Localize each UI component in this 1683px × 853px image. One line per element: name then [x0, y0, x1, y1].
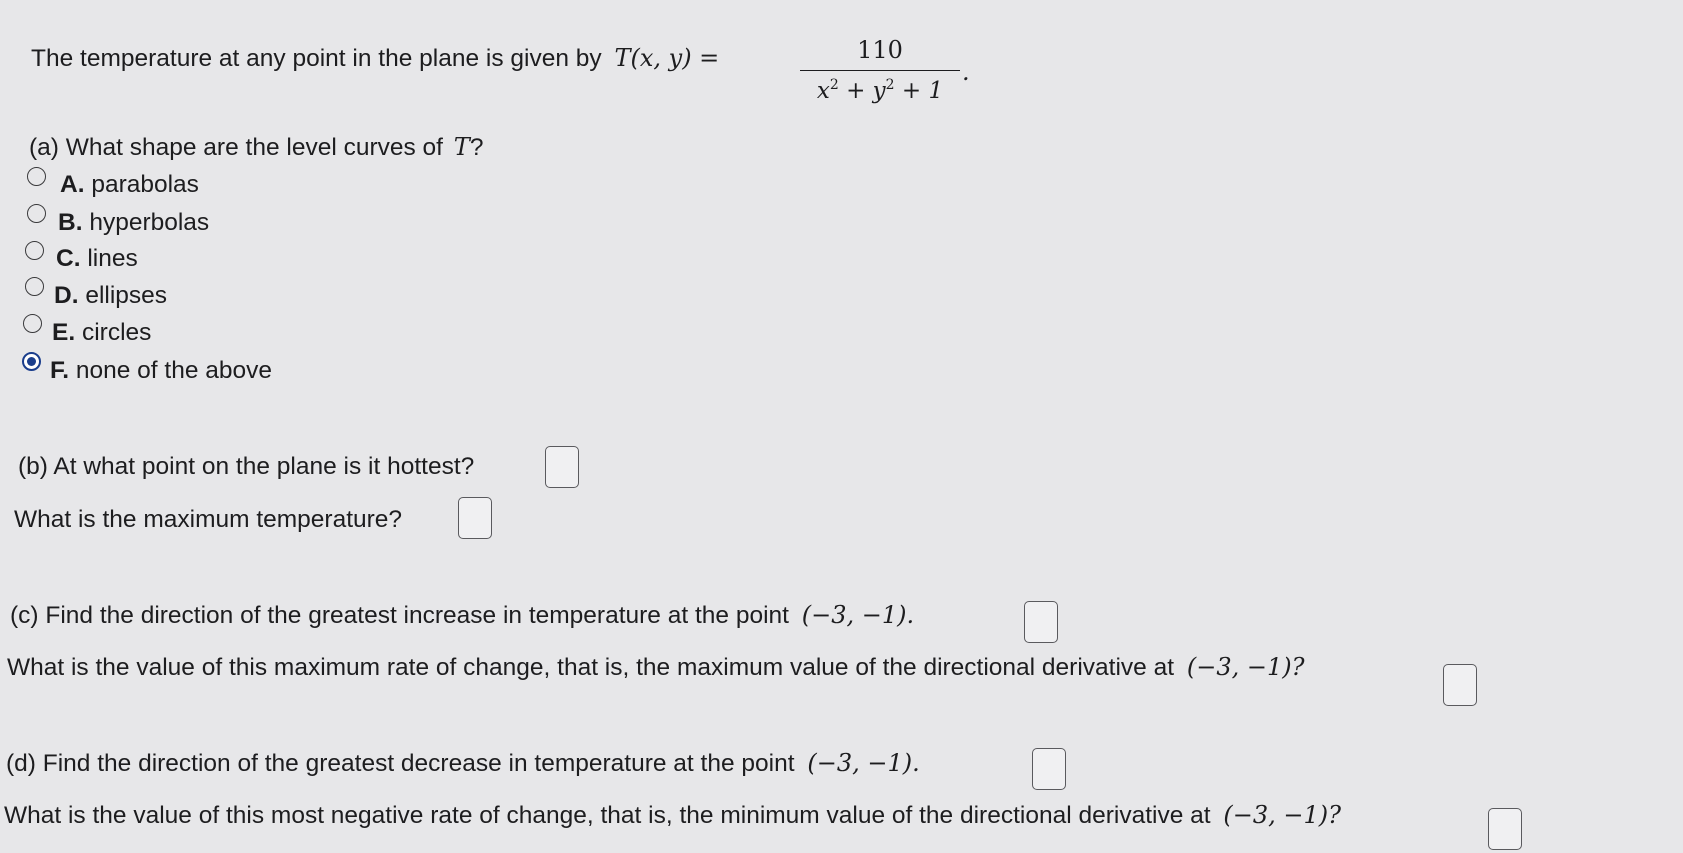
option-a-label: A. parabolas — [60, 171, 199, 198]
part-b-question-1: (b) At what point on the plane is it hottest? — [18, 453, 475, 480]
formula-period: . — [962, 58, 970, 86]
radio-e[interactable] — [23, 314, 42, 333]
option-b-label: B. hyperbolas — [58, 209, 210, 236]
max-rate-input[interactable] — [1443, 664, 1477, 706]
greatest-increase-direction-input[interactable] — [1024, 601, 1058, 643]
part-d-question-2: What is the value of this most negative rate of change, that is, the minimum value of the directional derivative at (−3, −1)? — [4, 801, 1341, 829]
formula-numerator: 110 — [857, 36, 903, 64]
problem-intro: The temperature at any point in the plane is given by — [31, 45, 602, 72]
problem-statement — [31, 46, 719, 72]
option-e-label: E. circles — [52, 319, 152, 346]
formula-denominator: $x^2 + y^2 + 1$ — [816, 77, 944, 104]
part-a-question: (a) What shape are the level curves of T? — [29, 133, 484, 161]
max-temperature-input[interactable] — [458, 497, 492, 539]
option-f-label: F. none of the above — [50, 357, 273, 384]
formula-fraction — [800, 36, 960, 104]
option-c-label: C. lines — [56, 245, 138, 272]
radio-d[interactable] — [25, 277, 44, 296]
part-d-question-1: (d) Find the direction of the greatest decrease in temperature at the point (−3, −1). — [6, 749, 920, 777]
radio-c[interactable] — [25, 241, 44, 260]
min-rate-input[interactable] — [1488, 808, 1522, 850]
radio-a[interactable] — [27, 167, 46, 186]
hottest-point-input[interactable] — [545, 446, 579, 488]
option-d-label: D. ellipses — [54, 282, 168, 309]
radio-f-selected[interactable] — [22, 352, 41, 371]
function-lhs: T(x, y) = — [614, 44, 720, 72]
radio-b[interactable] — [27, 204, 46, 223]
part-c-question-2: What is the value of this maximum rate of change, that is, the maximum value of the directional derivative at (−3, −1)? — [7, 653, 1305, 681]
part-b-question-2: What is the maximum temperature? — [14, 506, 403, 533]
part-c-question-1: (c) Find the direction of the greatest increase in temperature at the point (−3, −1). — [10, 601, 915, 629]
greatest-decrease-direction-input[interactable] — [1032, 748, 1066, 790]
